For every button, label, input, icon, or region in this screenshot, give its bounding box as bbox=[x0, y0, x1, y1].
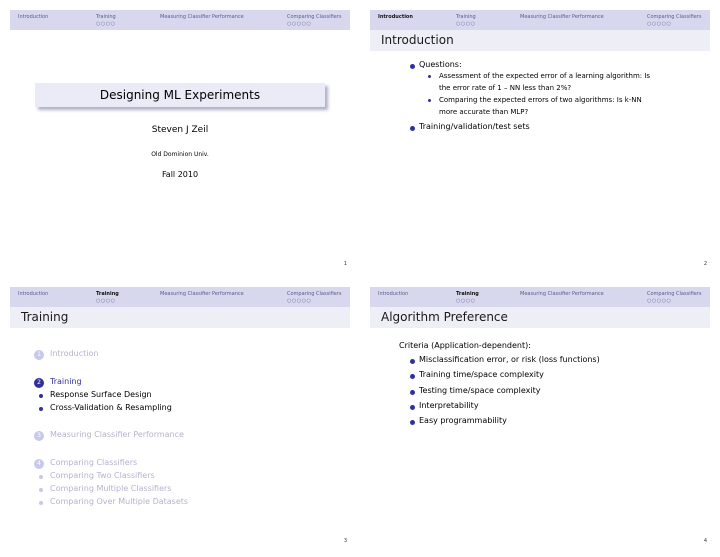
criteria-intro: Criteria (Application-dependent): bbox=[399, 341, 531, 350]
nav-training[interactable]: Training bbox=[96, 14, 116, 20]
bullet-icon bbox=[428, 75, 431, 78]
bullet-icon bbox=[39, 407, 43, 411]
slide-title: Algorithm Preference bbox=[381, 310, 508, 324]
nav-training-dots: ○○○○ bbox=[96, 21, 116, 27]
nav-training[interactable]: Training bbox=[456, 291, 479, 297]
nav-comparing[interactable]: Comparing Classifiers bbox=[647, 291, 702, 297]
toc-number-2: 2 bbox=[34, 378, 44, 388]
slide-2 bbox=[370, 10, 710, 272]
slide-4 bbox=[370, 287, 710, 549]
title-box bbox=[35, 83, 325, 107]
nav-comparing-dots: ○○○○○ bbox=[647, 21, 672, 27]
toc-number-4: 4 bbox=[34, 459, 44, 469]
bullet-icon bbox=[410, 126, 415, 131]
bullet-icon bbox=[410, 405, 415, 410]
bullet-icon bbox=[410, 359, 415, 364]
criteria-item: Testing time/space complexity bbox=[419, 386, 541, 395]
page-number: 1 bbox=[343, 261, 347, 267]
nav-comparing[interactable]: Comparing Classifiers bbox=[287, 291, 342, 297]
questions-label: Questions: bbox=[419, 60, 462, 69]
nav-comparing-dots: ○○○○○ bbox=[287, 21, 312, 27]
nav-training-dots: ○○○○ bbox=[456, 298, 476, 304]
training-sets-item: Training/validation/test sets bbox=[419, 122, 530, 131]
nav-bar bbox=[10, 287, 350, 307]
criteria-item: Easy programmability bbox=[419, 416, 507, 425]
toc-sub-two-classifiers[interactable]: Comparing Two Classifiers bbox=[50, 471, 155, 480]
toc-item-comparing[interactable]: Comparing Classifiers bbox=[50, 458, 138, 467]
nav-training-dots: ○○○○ bbox=[96, 298, 116, 304]
nav-introduction[interactable]: Introduction bbox=[18, 291, 49, 297]
slide-title-bar bbox=[10, 307, 350, 328]
bullet-icon bbox=[39, 475, 43, 479]
slide-3 bbox=[10, 287, 350, 549]
nav-training-dots: ○○○○ bbox=[456, 21, 476, 27]
nav-training[interactable]: Training bbox=[96, 291, 119, 297]
nav-training[interactable]: Training bbox=[456, 14, 476, 20]
slide-title: Training bbox=[21, 310, 69, 324]
presentation-title: Designing ML Experiments bbox=[99, 88, 261, 102]
toc-sub-response-surface[interactable]: Response Surface Design bbox=[50, 390, 152, 399]
nav-bar bbox=[10, 10, 350, 30]
nav-measuring[interactable]: Measuring Classifier Performance bbox=[160, 291, 244, 297]
slide-1 bbox=[10, 10, 350, 272]
page-number: 3 bbox=[343, 538, 347, 544]
toc-number-3: 3 bbox=[34, 431, 44, 441]
nav-introduction[interactable]: Introduction bbox=[378, 291, 409, 297]
slide-title-bar bbox=[370, 30, 710, 51]
nav-comparing[interactable]: Comparing Classifiers bbox=[647, 14, 702, 20]
bullet-icon bbox=[39, 501, 43, 505]
slide-title-bar bbox=[370, 307, 710, 328]
question-2-line-1: Comparing the expected errors of two algorithms: Is k-NN bbox=[439, 96, 642, 104]
bullet-icon bbox=[39, 394, 43, 398]
nav-measuring[interactable]: Measuring Classifier Performance bbox=[160, 14, 244, 20]
criteria-item: Training time/space complexity bbox=[419, 370, 544, 379]
institute: Old Dominion Univ. bbox=[151, 151, 209, 158]
toc-item-introduction[interactable]: Introduction bbox=[50, 349, 99, 358]
nav-bar bbox=[370, 287, 710, 307]
bullet-icon bbox=[410, 420, 415, 425]
nav-bar bbox=[370, 10, 710, 30]
criteria-item: Interpretability bbox=[419, 401, 479, 410]
question-1-line-1: Assessment of the expected error of a learning algorithm: Is bbox=[439, 72, 651, 80]
question-2-line-2: more accurate than MLP? bbox=[439, 108, 529, 116]
toc-sub-multiple-classifiers[interactable]: Comparing Multiple Classifiers bbox=[50, 484, 172, 493]
author: Steven J Zeil bbox=[151, 125, 209, 135]
bullet-icon bbox=[410, 374, 415, 379]
bullet-icon bbox=[39, 488, 43, 492]
nav-introduction[interactable]: Introduction bbox=[378, 14, 413, 20]
question-1-line-2: the error rate of 1 – NN less than 2%? bbox=[439, 84, 572, 92]
bullet-icon bbox=[410, 64, 415, 69]
nav-introduction[interactable]: Introduction bbox=[18, 14, 49, 20]
nav-comparing-dots: ○○○○○ bbox=[647, 298, 672, 304]
bullet-icon bbox=[428, 99, 431, 102]
criteria-item: Misclassification error, or risk (loss functions) bbox=[419, 355, 600, 364]
nav-comparing[interactable]: Comparing Classifiers bbox=[287, 14, 342, 20]
nav-measuring[interactable]: Measuring Classifier Performance bbox=[520, 291, 604, 297]
slide-title: Introduction bbox=[381, 33, 454, 47]
toc-item-training[interactable]: Training bbox=[50, 377, 82, 386]
page-number: 2 bbox=[703, 261, 707, 267]
bullet-icon bbox=[410, 390, 415, 395]
toc-sub-cross-validation[interactable]: Cross-Validation & Resampling bbox=[50, 403, 172, 412]
date: Fall 2010 bbox=[161, 170, 199, 179]
toc-item-measuring[interactable]: Measuring Classifier Performance bbox=[50, 430, 184, 439]
nav-measuring[interactable]: Measuring Classifier Performance bbox=[520, 14, 604, 20]
toc-number-1: 1 bbox=[34, 350, 44, 360]
page-number: 4 bbox=[703, 538, 707, 544]
nav-comparing-dots: ○○○○○ bbox=[287, 298, 312, 304]
toc-sub-multiple-datasets[interactable]: Comparing Over Multiple Datasets bbox=[50, 497, 189, 506]
